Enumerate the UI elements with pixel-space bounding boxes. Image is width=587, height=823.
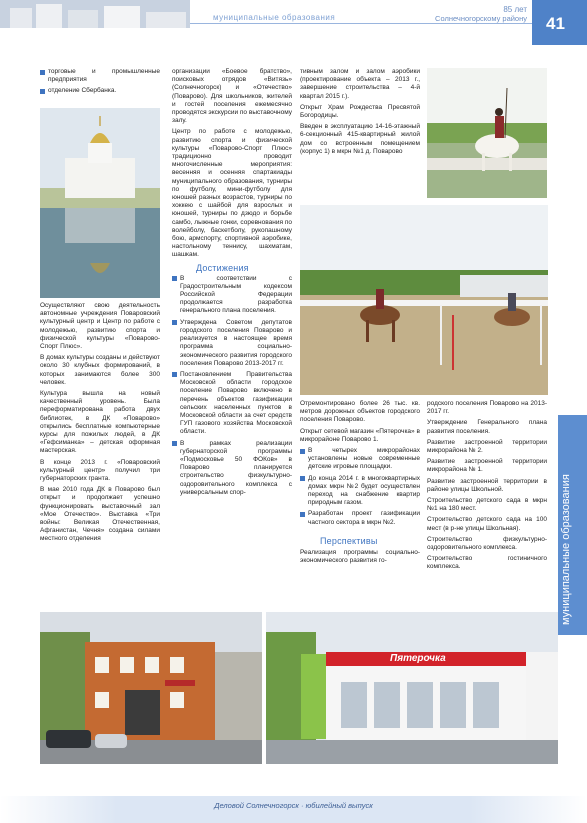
list-item: Утверждена Советом депутатов городского поселения Поварово и реализуется в настоящее время программа социально-экономического развития городского поселения Поварово 2013-2017 гг. — [172, 319, 292, 368]
paragraph: Строительство гостиничного комплекса. — [427, 555, 547, 571]
section-heading-prospects: Перспективы — [320, 535, 378, 546]
list-item: Постановлением Правительства Московской области городское поселение Поварово включено в перечень объектов газификации сельских населенных пунктов в Московской области за счет средств ГУП газового хозяйства Московской области. — [172, 371, 292, 437]
column-2 — [172, 68, 292, 500]
paragraph: Развитие застроенной территории в районе улицы Школьной. — [427, 477, 547, 493]
column-4 — [427, 400, 547, 575]
paragraph: Развитие застроенной территории микрорайона № 2. — [427, 438, 547, 455]
paragraph: организации «Боевое братство», поисковых отрядов «Витязь» (Солнечногорск) и «Отечество» (Поварово). Для школьников, жителей и гостей поселения ежемесячно проводятся экскурсии по выставочному залу. — [172, 68, 292, 125]
bullet-square-icon — [172, 372, 177, 377]
side-tab-label: муниципальные образования — [560, 474, 572, 625]
horse-rider-photo — [427, 68, 547, 198]
bullet-square-icon — [300, 476, 305, 481]
paragraph: Строительство детского сада в мкрн №1 на 180 мест. — [427, 497, 547, 513]
bullet-square-icon — [300, 512, 305, 517]
pyaterochka-store-photo — [266, 612, 558, 764]
list-item: До конца 2014 г. в многоквартирных домах мкрн №2 будет осуществлен переход на снабжение квартир природным газом. — [300, 475, 420, 508]
column-1-top — [40, 68, 160, 99]
paragraph: Утверждение Генерального плана развития поселения. — [427, 419, 547, 435]
list-item: отделение Сбербанка. — [40, 87, 160, 95]
list-item: В рамках реализации губернаторской программы «Подмосковье 50 ФОКов» в Поварово планируется строительство физкультурно-оздоровительного комплекса с универсальным спор- — [172, 440, 292, 497]
bullet-square-icon — [172, 276, 177, 281]
paragraph: родского поселения Поварово на 2013-2017 гг. — [427, 400, 547, 416]
header-line — [190, 23, 532, 24]
header-section-title: муниципальные образования — [213, 13, 336, 22]
list-item: В четырех микрорайонах установлены новые современные детские игровые площадки. — [300, 447, 420, 472]
bullet-square-icon — [40, 70, 45, 75]
column-1 — [40, 302, 160, 547]
paragraph: Осуществляют свою деятельность автономные учреждения Поваровский культурный центр и Центр по работе с молодежью, развитию спорта и физической культуры «Поварово-Спорт Плюс». — [40, 302, 160, 351]
bullet-square-icon — [40, 89, 45, 94]
paragraph: Культура вышла на новый качественный уровень. Была переформатирована работа двух библиотек, в ДК «Поварово» открылись бесплатные компьютерные курсы для пожилых людей, в ДК «Гефсиманка» – детская оформная мастерская. — [40, 390, 160, 455]
equestrian-arena-photo — [300, 205, 548, 395]
column-3 — [300, 400, 420, 568]
bullet-square-icon — [172, 320, 177, 325]
brick-building-photo — [40, 612, 262, 764]
paragraph: В домах культуры созданы и действуют около 30 клубных формирований, в которых занимаются более 300 человек. — [40, 354, 160, 386]
paragraph: Строительство детского сада на 100 мест (в р-не улицы Школьная). — [427, 516, 547, 532]
list-item: Разработан проект газификации частного сектора в мкрн №2. — [300, 510, 420, 526]
store-sign: Пятерочка — [390, 653, 446, 664]
list-item: В соответствии с Градостроительным кодексом Российской Федерации продолжается разработка генерального плана поселения. — [172, 275, 292, 316]
paragraph: Строительство физкультурно-оздоровительного комплекса. — [427, 535, 547, 552]
page-number: 41 — [546, 14, 565, 33]
header-district: Солнечногорскому району — [435, 14, 527, 23]
bullet-square-icon — [172, 441, 177, 446]
bullet-square-icon — [300, 449, 305, 454]
paragraph: В мае 2010 года ДК в Поварово был открыт и продолжает успешно функционировать выставочный зал «Мое Отечество». Выставка «Три войны: Великая Отечественная, Афганистан, Чечня» создана силами местного отделения — [40, 486, 160, 543]
side-tab — [558, 415, 587, 635]
list-item: торговые и промышленные предприятия — [40, 68, 160, 84]
section-heading-achievements: Достижения — [196, 262, 249, 273]
page-number-tab — [532, 0, 587, 45]
column-3-top — [300, 68, 420, 159]
paragraph: Открыт Храм Рождества Пресвятой Богородицы. — [300, 103, 420, 120]
paragraph: Реализация программы социально-экономического развития го- — [300, 548, 420, 565]
paragraph: Открыт сетевой магазин «Пятерочка» в микрорайоне Поварово 1. — [300, 427, 420, 443]
paragraph: В конце 2013 г. «Поваровский культурный центр» получил три губернаторских гранта. — [40, 458, 160, 483]
paragraph: Развитие застроенной территории микрорайона № 1. — [427, 458, 547, 474]
paragraph: Центр по работе с молодежью, развитию спорта и физической культуры «Поварово-Спорт Плюс» традиционно проводит многочисленные мероприятия: весенняя и осенняя спартакиады муниципального образования, турниры по футболу, мини-футболу для юношей разных возрастов, турниры по хоккею с шайбой для взрослых и юношей, турниры по дзюдо и борьбе самбо, лыжные гонки, соревнования по волейболу, баскетболу, рукопашному бою, армспорту, спортивной аэробике, настольному теннису, шахматам, шашкам. — [172, 128, 292, 259]
church-photo — [40, 108, 160, 298]
footer-title: Деловой Солнечногорск · юбилейный выпуск — [214, 801, 373, 810]
header-banner-photo — [0, 0, 190, 28]
paragraph: Отремонтировано более 26 тыс. кв. метров дорожных объектов городского поселения Поварово. — [300, 400, 420, 424]
paragraph: тивным залом и залом аэробики (проектирование объекта – 2013 г., завершение строительства – 4-й квартал 2015 г.). — [300, 68, 420, 100]
header-years: 85 лет — [503, 5, 527, 14]
paragraph: Введен в эксплуатацию 14-16-этажный 6-секционный 415-квартирный жилой дом со встроенным помещением (корпус 1) в мкрн №1 д. Поварово — [300, 123, 420, 155]
